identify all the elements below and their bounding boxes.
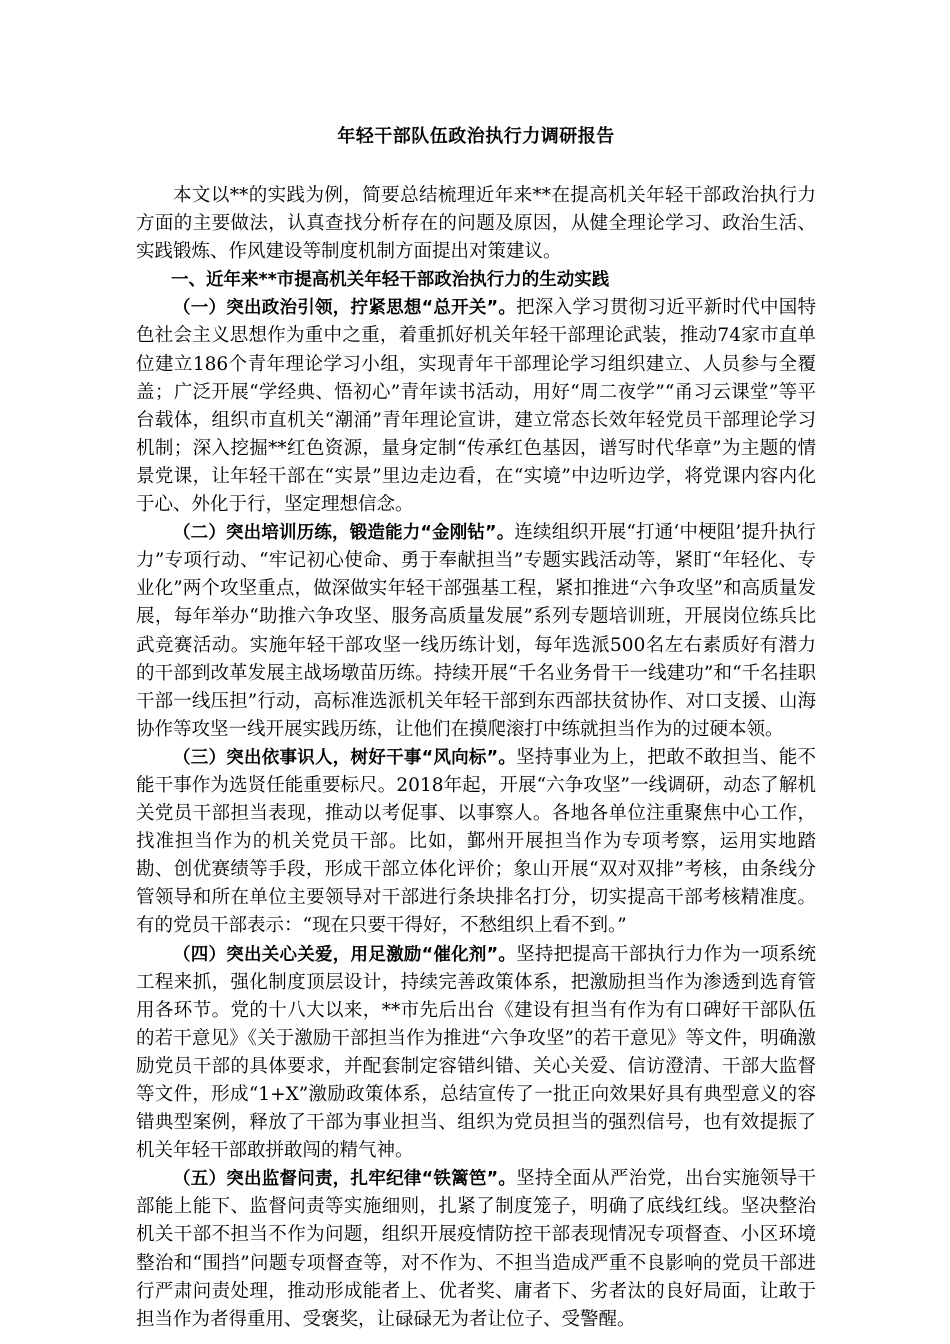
intro-paragraph: 本文以**的实践为例，简要总结梳理近年来**在提高机关年轻干部政治执行力方面的主要做法，认真查找分析存在的问题及原因，从健全理论学习、政治生活、实践锻炼、作风建设等制度机制方面提出对策建议。 xyxy=(136,185,816,263)
item-lead: （一）突出政治引领，拧紧思想“总开关”。 xyxy=(173,298,517,319)
document-body xyxy=(136,118,816,1334)
item-paragraph-1 xyxy=(136,294,816,519)
section-heading: 一、近年来**市提高机关年轻干部政治执行力的生动实践 xyxy=(171,270,610,291)
item-body: 坚持把提高干部执行力作为一项系统工程来抓，强化制度顶层设计，持续完善政策体系，把激励担当作为渗透到选育管用各环节。党的十八大以来，**市先后出台《建设有担当有作为有口碑好干部队伍的若干意见》《关于激励干部担当作为推进“六争攻坚”的若干意见》等文件，明确激励党员干部的具体要求，并配套制定容错纠错、关心关爱、信访澄清、干部大监督等文件，形成“1+X”激励政策体系，总结宣传了一批正向效果好具有典型意义的容错典型案例，释放了干部为事业担当、组织为党员担当的强烈信号，也有效提振了机关年轻干部敢拼敢闯的精气神。 xyxy=(136,943,816,1162)
item-lead: （四）突出关心关爱，用足激励“催化剂”。 xyxy=(173,944,517,965)
item-paragraph-3 xyxy=(136,744,816,941)
item-lead: （三）突出依事识人，树好干事“风向标”。 xyxy=(173,747,517,768)
item-lead: （二）突出培训历练，锻造能力“金刚钻”。 xyxy=(173,523,515,544)
item-paragraph-2 xyxy=(136,519,816,744)
item-body: 坚持事业为上，把敢不敢担当、能不能干事作为选贤任能重要标尺。2018年起，开展“六争攻坚”一线调研，动态了解机关党员干部担当表现，推动以考促事、以事察人。各地各单位注重聚焦中心工作，找准担当作为的机关党员干部。比如，鄞州开展担当作为专项考察，运用实地踏勘、创优赛绩等手段，形成干部立体化评价；象山开展“双对双排”考核，由条线分管领导和所在单位主要领导对干部进行条块排名打分，切实提高干部考核精准度。有的党员干部表示：“现在只要干得好，不愁组织上看不到。” xyxy=(136,746,816,937)
item-body: 坚持全面从严治党，出台实施领导干部能上能下、监督问责等实施细则，扎紧了制度笼子，明确了底线红线。坚决整治机关干部不担当不作为问题，组织开展疫情防控干部表现情况专项督查、小区环境整治和“围挡”问题专项督查等，对不作为、不担当造成严重不良影响的党员干部进行严肃问责处理，推动形成能者上、优者奖、庸者下、劣者汰的良好局面，让敢于担当作为者得重用、受褒奖，让碌碌无为者让位子、受警醒。 xyxy=(136,1168,816,1330)
item-lead: （五）突出监督问责，扎牢纪律“铁篱笆”。 xyxy=(173,1169,517,1190)
item-paragraph-5 xyxy=(136,1165,816,1334)
item-body: 连续组织开展“打通‘中梗阻’提升执行力”专项行动、“牢记初心使命、勇于奉献担当”专题实践活动等，紧盯“年轻化、专业化”两个攻坚重点，做深做实年轻干部强基工程，紧扣推进“六争攻坚”和高质量发展，每年举办“助推六争攻坚、服务高质量发展”系列专题培训班，开展岗位练兵比武竞赛活动。实施年轻干部攻坚一线历练计划，每年选派500名左右素质好有潜力的干部到改革发展主战场墩苗历练。持续开展“千名业务骨干一线建功”和“千名挂职干部一线压担”行动，高标准选派机关年轻干部到东西部扶贫协作、对口支援、山海协作等攻坚一线开展实践历练，让他们在摸爬滚打中练就担当作为的过硬本领。 xyxy=(136,522,816,740)
item-paragraph-4 xyxy=(136,941,816,1166)
item-body: 把深入学习贯彻习近平新时代中国特色社会主义思想作为重中之重，着重抓好机关年轻干部理论武装，推动74家市直单位建立186个青年理论学习小组，实现青年干部理论学习组织建立、人员参与全覆盖；广泛开展“学经典、悟初心”青年读书活动，用好“周二夜学”“甬习云课堂”等平台载体，组织市直机关“潮涌”青年理论宣讲，建立常态长效年轻党员干部理论学习机制；深入挖掘**红色资源，量身定制“传承红色基因，谱写时代华章”为主题的情景党课，让年轻干部在“实景”里边走边看，在“实境”中边听边学，将党课内容内化于心、外化于行，坚定理想信念。 xyxy=(136,297,816,516)
document-title: 年轻干部队伍政治执行力调研报告 xyxy=(337,126,615,147)
